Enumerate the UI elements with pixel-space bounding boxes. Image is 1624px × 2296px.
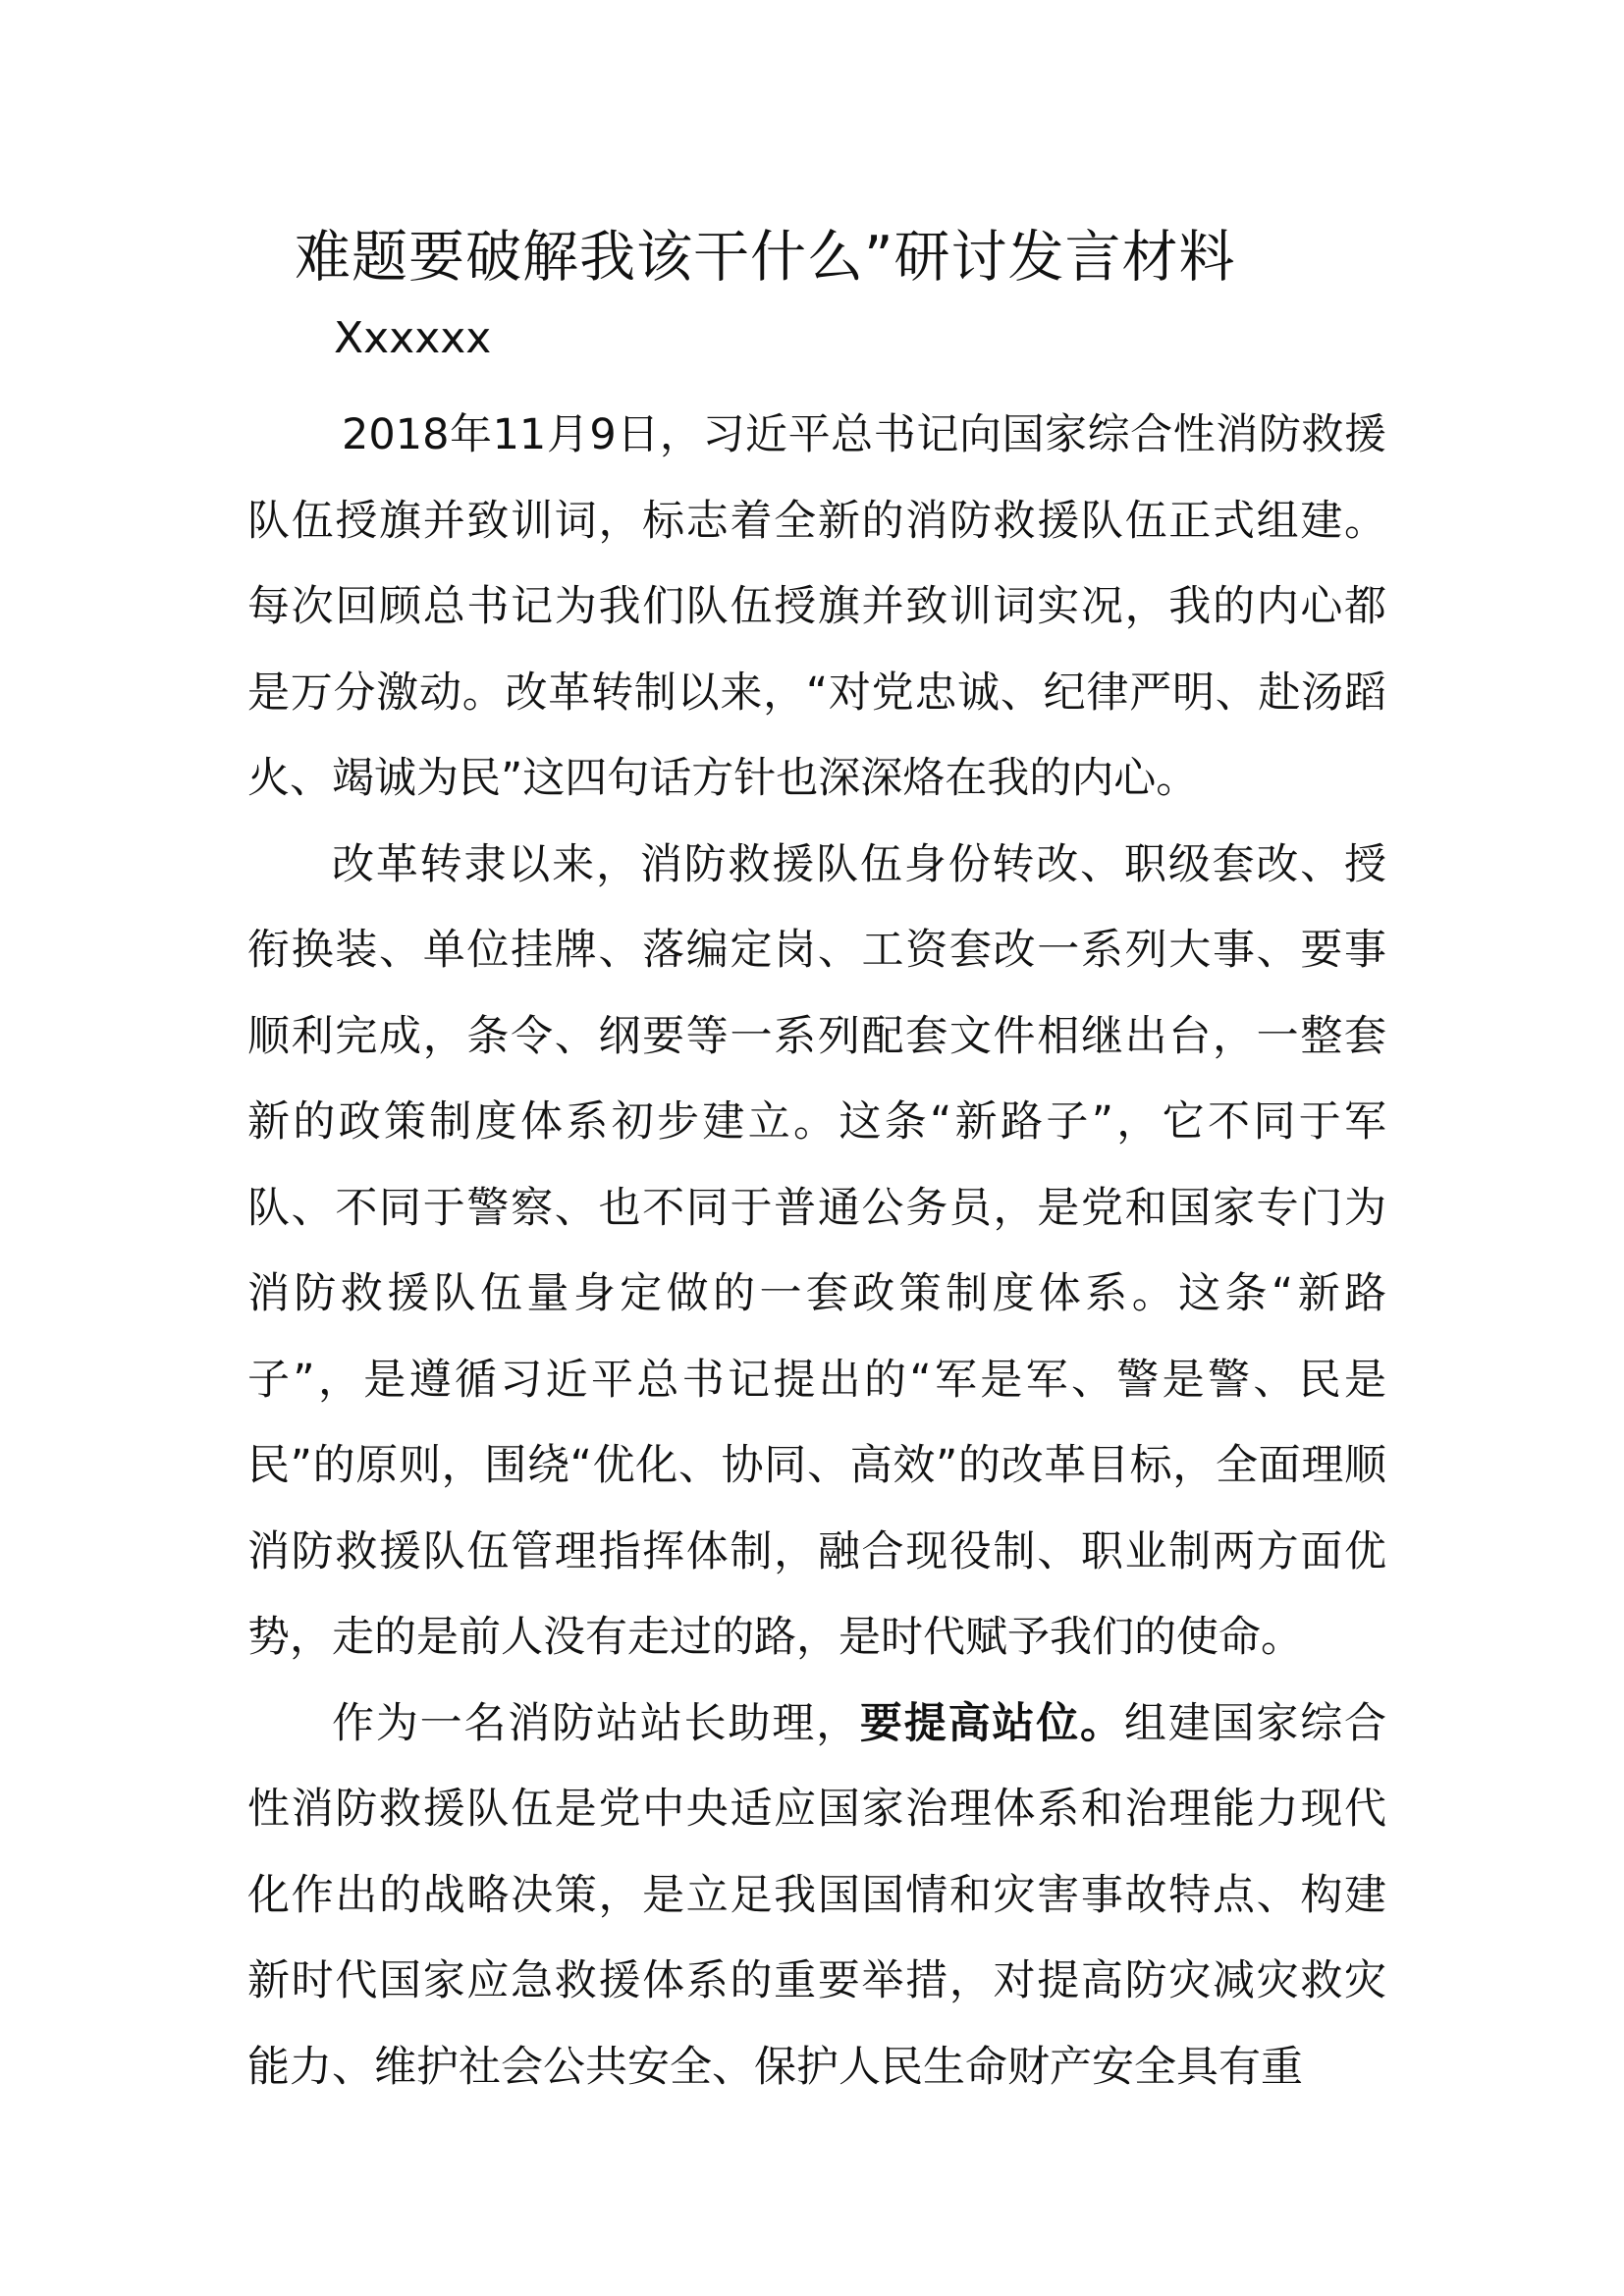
document-body [247, 393, 1386, 2110]
document-title: 难题要破解我该干什么”研讨发言材料 [295, 225, 1236, 290]
paragraph-2: 改革转隶以来，消防救援队伍身份转改、职级套改、授衔换装、单位挂牌、落编定岗、工资套改一系列大事、要事顺利完成，条令、纲要等一系列配套文件相继出台，一整套新的政策制度体系初步建立。这条“新路子”，它不同于军队、不同于警察、也不同于普通公务员，是党和国家专门为消防救援队伍量身定做的一套政策制度体系。这条“新路子”，是遵循习近平总书记提出的“军是军、警是警、民是民”的原则，围绕“优化、协同、高效”的改革目标，全面理顺消防救援队伍管理指挥体制，融合现役制、职业制两方面优势，走的是前人没有走过的路，是时代赋予我们的使命。 [247, 839, 1386, 1662]
document-author: Xxxxxx [334, 313, 492, 363]
paragraph-3 [247, 1682, 1386, 2111]
paragraph-3-lead: 作为一名消防站站长助理， [332, 1698, 860, 1748]
paragraph-3-emphasis: 要提高站位。 [859, 1698, 1124, 1748]
paragraph-3-rest: 组建国家综合性消防救援队伍是党中央适应国家治理体系和治理能力现代化作出的战略决策，是立足我国国情和灾害事故特点、构建新时代国家应急救援体系的重要举措，对提高防灾减灾救灾能力、维护社会公共安全、保护人民生命财产安全具有重 [247, 1698, 1387, 2092]
paragraph-1: 2018年11月9日，习近平总书记向国家综合性消防救援队伍授旗并致训词，标志着全新的消防救援队伍正式组建。每次回顾总书记为我们队伍授旗并致训词实况，我的内心都是万分激动。改革转制以来，“对党忠诚、纪律严明、赴汤蹈火、竭诚为民”这四句话方针也深深烙在我的内心。 [247, 410, 1386, 803]
